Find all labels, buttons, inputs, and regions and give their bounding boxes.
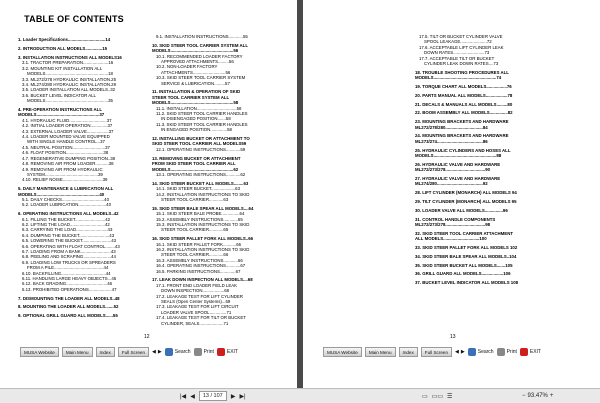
toc-entry[interactable]: 2. INTRODUCTION ALL MODELS..............15 <box>18 46 108 52</box>
toc-entry[interactable]: 3.4. ML274/280 HYDRAULIC INSTALLATION.29 <box>22 82 116 88</box>
toc-entry[interactable]: 4.5. NEUTRAL POSITION...........................37 <box>22 144 110 150</box>
toc-entry[interactable]: MODELS....................................................40 <box>18 191 105 197</box>
toc-entry[interactable]: 4.3. EXTERNAL LOADER VALVE..................37 <box>22 128 114 134</box>
toc-entry[interactable]: IN ENGAGED POSITION..............58 <box>161 127 232 133</box>
toc-entry[interactable]: STEER TOOL CARRIER............65 <box>161 227 229 233</box>
toc-column-right-1 <box>415 34 543 286</box>
toc-entry[interactable]: CYLINDER, SEALS....................71 <box>161 320 229 326</box>
toc-entry[interactable]: 5. DAILY MAINTENANCE & LUBRICATION ALL <box>18 186 114 192</box>
page-field[interactable]: 13 / 107 <box>199 391 227 401</box>
arrow-right-icon[interactable]: ▶ <box>157 349 162 355</box>
toc-entry[interactable]: 3. INSTALLATION INSTRUCTIONS ALL MODELS16 <box>18 54 122 60</box>
page-navigator <box>178 391 248 401</box>
toc-entry[interactable]: 3.3. ML272/278 HYDRAULIC INSTALLATION.25 <box>22 76 116 82</box>
toc-entry[interactable]: 6. OPERATING INSTRUCTIONS ALL MODELS..42 <box>18 211 119 217</box>
toc-entry[interactable]: 17. LEAK DOWN INSPECTION ALL MODELS....68 <box>152 277 253 283</box>
toc-entry[interactable]: IN DISENGAGED POSITION.......58 <box>161 116 231 122</box>
toc-entry[interactable]: SKID STEER TOOL CARRIER ALL MODELS59 <box>152 141 247 147</box>
toc-entry[interactable]: 17.4. LEAKAGE TEST FOR TILT OR BUCKET <box>156 315 246 321</box>
toc-entry[interactable]: 21. DECALS & MANUALS ALL MODELS.........80 <box>415 101 513 107</box>
toc-entry[interactable]: 1. Loader Specifications...............................14 <box>18 37 111 43</box>
toc-entry[interactable]: 7. DISMOUNTING THE LOADER ALL MODELS..48 <box>18 295 120 301</box>
toc-entry[interactable]: 3.5. LOADER INSTALLATION ALL MODELS..32 <box>22 87 116 93</box>
toc-entry[interactable]: 6.4. DUMPING THE BUCKET.........................43 <box>22 232 115 238</box>
zoom-out-icon[interactable]: − <box>522 393 526 399</box>
toc-entry[interactable]: 17.5. TILT OR BUCKET CYLINDER VALVE <box>419 34 503 39</box>
toc-entry[interactable]: 13. REMOVING BUCKET OR ATTACHMENT <box>152 155 241 161</box>
toc-entry[interactable]: LOADER VALVE SPOOL..............71 <box>161 309 232 315</box>
toc-entry[interactable]: SPOOL LEAKAGE......................72 <box>424 39 492 45</box>
toc-entry[interactable]: 3.1. TRACTOR PREPARATION.....................16 <box>22 60 114 66</box>
toc-entry[interactable]: 17.2. LEAKAGE TEST FOR LIFT CYLINDER <box>156 293 243 299</box>
toc-entry[interactable]: STEER TOOL CARRIER SYSTEM ALL <box>152 94 230 100</box>
toc-entry[interactable]: WITH SINGLE HANDLE CONTROL...37 <box>27 139 105 145</box>
toc-entry[interactable]: 22. BOOM ASSEMBLY ALL MODELS...............82 <box>415 110 513 116</box>
toc-entry[interactable]: 6.7. LOADING FROM A BANK.........................43 <box>22 248 116 254</box>
toc-entry[interactable]: 19. TORQUE CHART ALL MODELS.................76 <box>415 84 512 90</box>
toc-entry[interactable]: STEER TOOL CARRIER............63 <box>161 196 229 202</box>
toc-entry[interactable]: DOWN RATES..........................73 <box>424 50 490 56</box>
toc-entry[interactable]: CYLINDER LEAK DOWN RATES....73 <box>424 61 499 67</box>
toc-entry[interactable]: ATTACHMENTS...........................56 <box>161 69 231 75</box>
toc-entry[interactable]: 11.3. SKID STEER TOOL CARRIER HANDLES <box>156 121 248 127</box>
toc-entry[interactable]: 11. INSTALLATION & OPERATION OF SKID <box>152 89 241 95</box>
toc-entry[interactable]: 13.1. OPERATING INSTRUCTIONS............62 <box>156 171 246 177</box>
full-screen-button[interactable]: Full Screen <box>118 347 149 357</box>
toc-entry[interactable]: 27. HYDRAULIC VALVE AND HARDWARE <box>415 176 501 182</box>
toc-entry[interactable]: 11.2. SKID STEER TOOL CARRIER HANDLES <box>156 111 248 117</box>
toc-entry[interactable]: DOWN INSPECTION..................68 <box>161 288 230 294</box>
toc-entry[interactable]: 6.6. OPERATING WITH FLOAT CONTROL........43 <box>22 243 120 249</box>
nav-arrows-right[interactable] <box>455 347 465 357</box>
toc-entry[interactable]: MODELS....................................................74 <box>415 75 502 81</box>
toc-entry[interactable]: 4.9. REMOVING AIR FROM HYDRAULIC <box>22 166 103 172</box>
toc-entry[interactable]: 17.3. LEAKAGE TEST FOR LIFT CIRCUIT <box>156 304 239 310</box>
toc-entry[interactable]: MODELS....................................................56 <box>152 48 239 54</box>
toc-entry[interactable]: SEALS (Open Center Systems)...69 <box>161 299 231 304</box>
toc-entry[interactable]: 12. INSTALLING BUCKET OR ATTACHMENT TO <box>152 136 250 142</box>
single-page-view-icon[interactable]: ▭ <box>422 393 428 400</box>
toc-entry[interactable]: MODELS....................................................62 <box>152 166 239 172</box>
toc-entry[interactable]: 16.3. ASSEMBLY INSTRUCTIONS............66 <box>156 257 243 263</box>
zoom-level[interactable]: 93.47% <box>527 393 548 399</box>
doc-toolbar-left <box>20 346 241 358</box>
musa-website-button-right[interactable]: MUSA Website <box>323 347 362 357</box>
page-number-left: 12 <box>144 334 150 340</box>
toc-entry[interactable]: 37. BUCKET LEVEL INDICATOR ALL MODELS 108 <box>415 280 519 286</box>
toc-entry[interactable]: 10.2. NON-LOADER FACTORY <box>156 64 218 70</box>
toc-entry[interactable]: 4.1. HYDRAULIC FLUID...............................37 <box>22 117 112 123</box>
toc-entry[interactable]: 14.2. INSTALLATION INSTRUCTIONS TO SKID <box>156 191 250 197</box>
toc-entry[interactable]: 29. TILT CYLINDER (MONARCH) ALL MODELS 95 <box>415 199 517 205</box>
toc-entry[interactable]: ALL MODELS..............................100 <box>415 236 487 242</box>
toc-entry[interactable]: 34. SKID STEER BALE SPEAR ALL MODELS..104 <box>415 253 517 259</box>
toc-entry[interactable]: 3.2. MOUNTING KIT INSTALLATION ALL <box>22 65 103 71</box>
toc-entry[interactable]: 11.1. INSTALLATION.................................58 <box>156 105 242 111</box>
toc-entry[interactable]: ML272/278/280...............................84 <box>415 124 488 130</box>
toc-entry[interactable]: 6.1. FILLING THE BUCKET.........................42 <box>22 216 111 222</box>
printer-icon <box>497 348 505 356</box>
toc-entry[interactable]: 18. TROUBLE SHOOTING PROCEDURES ALL <box>415 69 509 75</box>
next-page-icon[interactable]: ▶ <box>230 393 236 400</box>
toc-entry[interactable]: 4.2. INITIAL LOADER OPERATION..............37 <box>22 123 113 129</box>
toc-entry[interactable]: 3.6. BUCKET LEVEL INDICATOR ALL <box>22 92 96 98</box>
toc-entry[interactable]: 23. MOUNTING BRACKETS AND HARDWARE <box>415 119 509 125</box>
search-button-right[interactable]: Search <box>468 347 494 357</box>
toc-entry[interactable]: 10.3. SKID STEER TOOL CARRIER SYSTEM <box>156 75 246 81</box>
nav-arrows[interactable] <box>152 347 162 357</box>
exit-icon <box>520 348 528 356</box>
toc-entry[interactable]: 15.3. INSTALLATION INSTRUCTIONS TO SKID <box>156 221 250 227</box>
arrow-right-icon[interactable]: ▶ <box>460 349 465 355</box>
search-icon <box>468 348 476 356</box>
toc-entry[interactable]: 6.3. CARRYING THE LOAD..........................43 <box>22 227 113 233</box>
print-button[interactable]: Print <box>194 347 214 357</box>
toc-entry[interactable]: 6.13. PROHIBITED OPERATIONS...................47 <box>22 286 117 292</box>
toc-entry[interactable]: 16. SKID STEER PALLET FORK ALL MODELS..66 <box>152 236 254 242</box>
exit-icon <box>217 348 225 356</box>
toc-entry[interactable]: 10.1. RECOMMENDED LOADER FACTORY <box>156 53 243 59</box>
toc-entry[interactable]: 9.1. INSTALLATION INSTRUCTIONS............55 <box>156 34 248 39</box>
toc-entry[interactable]: 5.2. LOADER LUBRICATION.......................40 <box>22 202 111 208</box>
toc-entry[interactable]: FROM SKID STEER TOOL CARRIER ALL <box>152 161 236 167</box>
zoom-in-icon[interactable]: + <box>549 393 554 399</box>
view-controls <box>420 391 454 401</box>
toc-column-left-1 <box>18 34 146 319</box>
toc-entry[interactable]: 17.1. FRONT END LOADER FIELD LEAK <box>156 282 238 288</box>
toc-entry[interactable]: 30. LOADER VALVE ALL MODELS...............96 <box>415 207 508 213</box>
zoom-controls <box>520 391 555 401</box>
toc-entry[interactable]: 35. SKID STEER BUCKET ALL MODELS.......105 <box>415 262 513 268</box>
toc-column-left-2 <box>152 34 280 326</box>
toc-entry[interactable]: MODELS....................................................18 <box>27 71 113 77</box>
toc-entry[interactable]: 14.1. SKID STEER BUCKET....................63 <box>156 186 241 192</box>
main-menu-button-right[interactable]: Main Menu <box>365 347 396 357</box>
toc-entry[interactable]: MODELS....................................................88 <box>415 153 502 159</box>
toc-entry[interactable]: 6.12. BACK GRADING..................................46 <box>22 281 113 287</box>
toc-entry[interactable]: MODELS....................................................35 <box>27 98 113 104</box>
toc-entry[interactable]: 36. GRILL GUARD ALL MODELS..................106 <box>415 271 511 277</box>
toc-entry[interactable]: SERVICE & LUBRICATION.........57 <box>161 80 230 86</box>
toc-entry[interactable]: 15.2. ASSEMBLY INSTRUCTIONS............65 <box>156 216 243 222</box>
exit-button[interactable]: EXIT <box>217 347 238 357</box>
page-left <box>0 0 297 388</box>
toc-entry[interactable]: 4.10. RELIEF NOISE.................................39 <box>22 177 108 183</box>
toc-entry[interactable]: ML272/273/278.................................90 <box>415 167 491 173</box>
full-screen-button-right[interactable]: Full Screen <box>421 347 452 357</box>
toc-entry[interactable]: 6.10. BACKFILLING.....................................44 <box>22 270 111 276</box>
two-page-view-icon[interactable]: ▭▭ <box>431 393 444 400</box>
arrow-left-icon[interactable]: ◀ <box>152 349 156 355</box>
toc-entry[interactable]: STEER TOOL CARRIER............66 <box>161 252 229 258</box>
toc-entry[interactable]: 5.1. DAILY CHECKS...................................40 <box>22 196 109 202</box>
index-button[interactable]: Index <box>96 347 115 357</box>
page-right <box>303 0 600 388</box>
toc-entry[interactable]: 4.8. REMOVING AIR FROM LOADER...........38 <box>22 161 114 167</box>
toc-entry[interactable]: 16.5. PARKING INSTRUCTIONS.............67 <box>156 268 241 274</box>
toc-entry[interactable]: 16.2. INSTALLATION INSTRUCTIONS TO SKID <box>156 246 250 252</box>
toc-entry[interactable]: 8. MOUNTING THE LOADER ALL MODELS.......52 <box>18 304 119 310</box>
arrow-left-icon[interactable]: ◀ <box>455 349 459 355</box>
toc-entry[interactable]: 4.6. FLOAT POSITION...............................38 <box>22 150 109 156</box>
search-button[interactable]: Search <box>165 347 191 357</box>
toc-entry[interactable]: 4. PRE-OPERATION INSTRUCTIONS ALL <box>18 107 102 113</box>
toc-entry[interactable]: 12.1. OPERATING INSTRUCTIONS............59 <box>156 146 246 152</box>
prev-page-icon[interactable]: ◀ <box>190 393 195 400</box>
toc-entry[interactable]: 9. OPTIONAL GRILL GUARD ALL MODELS......55 <box>18 313 118 319</box>
last-page-icon[interactable]: ▶| <box>239 393 246 400</box>
toc-entry[interactable]: 25. HYDRAULIC CYLINDERS AND HOSES ALL <box>415 147 511 153</box>
doc-toolbar-right <box>323 346 544 358</box>
musa-website-button[interactable]: MUSA Website <box>20 347 59 357</box>
toc-entry[interactable]: 4.7. REGENERATIVE DUMPING POSITION..38 <box>22 155 116 161</box>
toc-entry[interactable]: 10. SKID STEER TOOL CARRIER SYSTEM ALL <box>152 42 248 48</box>
print-button-right[interactable]: Print <box>497 347 517 357</box>
toc-entry[interactable]: 15.1. SKID STEER BALE PROBE...............64 <box>156 211 245 217</box>
toc-entry[interactable]: 16.4. OPERATING INSTRUCTIONS............67 <box>156 263 246 269</box>
scroll-view-icon[interactable]: ☰ <box>447 393 453 400</box>
toc-entry[interactable]: 4.4. LOADER MOUNTED VALVE EQUIPPED <box>22 134 110 140</box>
toc-entry[interactable]: 17.6. ACCEPTABLE LIFT CYLINDER LEAK <box>419 44 504 50</box>
toc-entry[interactable]: ML273/274......................................86 <box>415 138 488 144</box>
toc-entry[interactable]: SYSTEM............................................39 <box>27 171 103 177</box>
toc-entry[interactable]: 15. SKID STEER BALE SPEAR ALL MODELS....64 <box>152 205 254 211</box>
toc-entry[interactable]: 33. SKID STEER PALLET FORK ALL MODELS 102 <box>415 245 518 251</box>
toc-entry[interactable]: FROM A PILE.........................................44 <box>27 265 109 271</box>
toc-entry[interactable]: 17.7. ACCEPTABLE TILT OR BUCKET <box>419 55 495 61</box>
toc-entry[interactable]: ML274/280......................................92 <box>415 181 488 187</box>
toc-entry[interactable]: MODELS....................................................37 <box>18 112 105 118</box>
toc-entry[interactable]: 6.11. HANDLING LARGE HEAVY OBJECTS...45 <box>22 276 117 281</box>
toc-entry[interactable]: MODELS....................................................58 <box>152 100 239 106</box>
pdf-statusbar <box>0 388 600 403</box>
first-page-icon[interactable]: |◀ <box>180 393 187 400</box>
toc-entry[interactable]: APPROVED ATTACHMENTS.........56 <box>161 59 234 65</box>
toc-entry[interactable]: 28. LIFT CYLINDER (MONARCH) ALL MODELS 94 <box>415 190 517 196</box>
toc-entry[interactable]: 6.5. LOWERING THE BUCKET........................43 <box>22 238 117 244</box>
toc-entry[interactable]: 6.2. LIFTING THE LOAD.............................42 <box>22 221 110 227</box>
toc-entry[interactable]: 26. HYDRAULIC VALVE AND HARDWARE <box>415 161 501 167</box>
toc-entry[interactable]: 24. MOUNTING BRACKETS AND HARDWARE <box>415 133 509 139</box>
toc-entry[interactable]: ML272/273/278.................................98 <box>415 222 491 228</box>
toc-title: TABLE OF CONTENTS <box>24 14 124 24</box>
toc-entry[interactable]: 16.1. SKID STEER PALLET FORK...........66 <box>156 241 242 247</box>
exit-button-right[interactable]: EXIT <box>520 347 541 357</box>
toc-entry[interactable]: 6.9. LOADING LOW TRUCKS OR SPREADERS <box>22 259 116 265</box>
toc-entry[interactable]: 31. CONTROL HANDLE COMPONENTS <box>415 216 496 222</box>
toc-entry[interactable]: 20. PARTS MANUAL ALL MODELS..................78 <box>415 92 513 98</box>
printer-icon <box>194 348 202 356</box>
toc-entry[interactable]: 32. SKID STEER TOOL CARRIER ATTACHMENT <box>415 230 513 236</box>
main-menu-button[interactable]: Main Menu <box>62 347 93 357</box>
toc-entry[interactable]: 6.8. PEELING AND SCRAPING.......................44 <box>22 254 116 260</box>
index-button-right[interactable]: Index <box>399 347 418 357</box>
toc-entry[interactable]: 14. SKID STEER BUCKET ALL MODELS........63 <box>152 180 249 186</box>
search-icon <box>165 348 173 356</box>
page-number-right: 13 <box>450 334 456 340</box>
